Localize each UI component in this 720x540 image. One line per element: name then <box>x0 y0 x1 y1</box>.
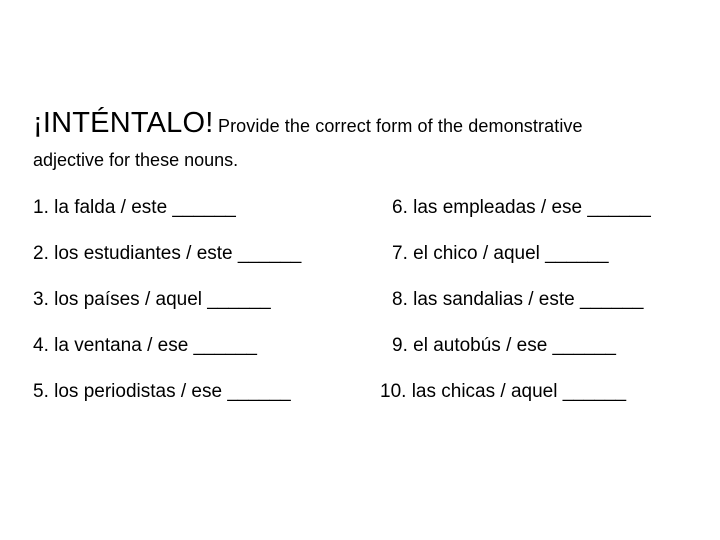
exercise-item-1: 1. la falda / este ______ <box>33 197 236 218</box>
exercise-list-right <box>380 194 651 424</box>
exercise-item-3: 3. los países / aquel ______ <box>33 289 271 310</box>
exercise-item-5: 5. los periodistas / ese ______ <box>33 381 291 402</box>
instruction-line-1: Provide the correct form of the demonstrative <box>217 116 583 136</box>
exercise-item-4: 4. la ventana / ese ______ <box>33 335 257 356</box>
exercise-item-2: 2. los estudiantes / este ______ <box>33 243 302 264</box>
exercise-item-7: 7. el chico / aquel ______ <box>392 243 609 264</box>
exercise-list-left <box>33 194 301 424</box>
exercise-item-8: 8. las sandalias / este ______ <box>392 289 644 310</box>
exercise-item-10: 10. las chicas / aquel ______ <box>380 381 627 402</box>
exercise-item-6: 6. las empleadas / ese ______ <box>392 197 651 218</box>
instruction-line-2: adjective for these nouns. <box>33 150 239 170</box>
exercise-item-9: 9. el autobús / ese ______ <box>392 335 616 356</box>
slide-title: ¡INTÉNTALO! <box>33 107 214 139</box>
slide-heading <box>33 104 693 173</box>
